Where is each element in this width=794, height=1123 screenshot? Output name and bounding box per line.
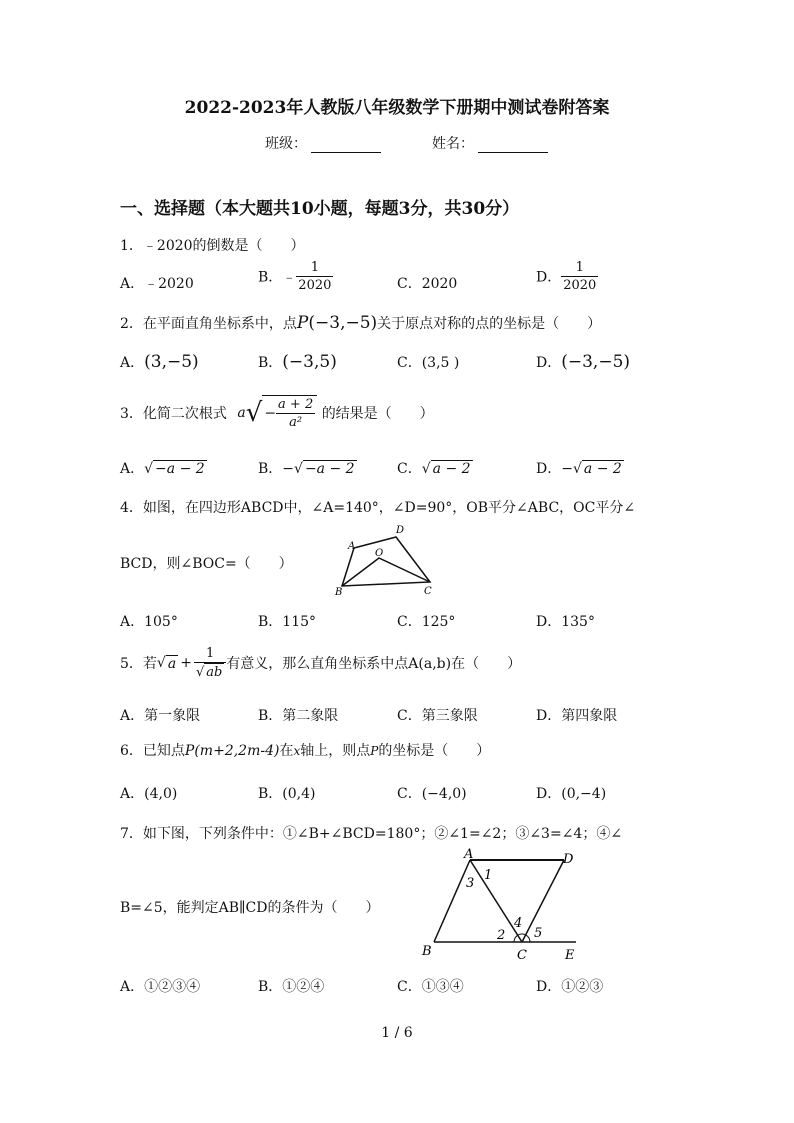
q2-option-b: B．(−3,5) [258,352,337,372]
question-7-line1: 7．如下图，下列条件中：①∠B+∠BCD=180°；②∠1=∠2；③∠3=∠4；④∠ [120,826,623,842]
q3-option-a: A．√ −a − 2 [120,461,205,477]
label-a: A [464,847,474,862]
label-angle-5: 5 [534,926,543,941]
class-field [265,133,381,153]
q7-option-a: A．①②③④ [120,979,201,995]
name-blank[interactable] [478,138,548,153]
section-heading: 一、选择题（本大题共10小题，每题3分，共30分） [120,199,520,219]
label-d: D [396,525,405,536]
label-e: E [565,948,575,963]
question-5-stem: 5．若√ a + $\frac{1}{√ ab}$ 有意义，那么直角坐标系中点A(a,b)在（ ） [120,646,522,680]
q3-option-d: D．−√ a − 2 [536,461,622,477]
q4-option-b: B．115° [258,614,317,630]
label-c: C [424,586,432,597]
q7-option-c: C．①③④ [397,979,464,995]
label-c: C [517,948,527,963]
question-6-stem: 6．已知点P(m+2,2m-4)在x轴上，则点P的坐标是（ ） [120,743,491,759]
page-title: 2022-2023年人教版八年级数学下册期中测试卷附答案 [184,98,610,118]
q7-parallel-lines-figure [418,845,588,965]
label-a: A [348,541,356,552]
line-cd [522,860,564,942]
q6-option-c: C．(−4,0) [397,786,467,802]
q1-option-c: C．2020 [397,276,458,292]
angle-boc [342,558,430,586]
label-o: O [375,548,384,559]
question-4-line1: 4．如图，在四边形ABCD中，∠A=140°，∠D=90°，OB平分∠ABC，OC平分∠ [120,500,636,516]
q7-option-b: B．①②④ [258,979,325,995]
label-angle-2: 2 [497,928,506,943]
q2-option-d: D．(−3,−5) [536,352,631,372]
q4-option-a: A．105° [120,614,178,630]
label-angle-4: 4 [514,916,523,931]
label-angle-1: 1 [484,868,493,883]
question-7-line2: B=∠5，能判定AB∥CD的条件为（ ） [120,900,380,916]
q5-option-b: B．第二象限 [258,708,339,724]
q2-option-c: C．(3,5 ) [397,355,460,371]
name-label: 姓名： [432,136,474,152]
question-2-stem: 2．在平面直角坐标系中，点P(−3,−5)关于原点对称的点的坐标是（ ） [120,313,602,333]
label-angle-3: 3 [466,876,475,891]
q2-option-a: A．(3,−5) [120,352,199,372]
label-b: B [422,944,432,959]
line-ab [434,860,470,942]
question-4-line2: BCD，则∠BOC=（ ） [120,556,293,572]
q7-option-d: D．①②③ [536,979,604,995]
q4-option-d: D．135° [536,614,595,630]
q6-option-d: D．(0,−4) [536,786,607,802]
q6-option-a: A．(4,0) [120,786,178,802]
q4-quadrilateral-figure [334,520,444,600]
class-label: 班级： [265,136,307,152]
class-blank[interactable] [311,138,381,153]
q3-option-b: B．−√ −a − 2 [258,461,355,477]
name-field [432,133,548,153]
q6-option-b: B．(0,4) [258,786,316,802]
q1-option-a: A．﹣2020 [120,276,194,292]
question-3-stem: 3．化简二次根式 a√ − $\frac{a + 2}{\text{a²}}$ 的结果是（ ） [120,397,434,430]
label-d: D [563,852,574,867]
q5-option-d: D．第四象限 [536,708,618,724]
q5-option-c: C．第三象限 [397,708,478,724]
label-b: B [335,587,343,598]
q1-option-b: B．﹣ $\frac{1}{2020}$ [258,260,332,293]
q4-option-c: C．125° [397,614,456,630]
q1-option-d: D． $\frac{1}{2020}$ [536,260,597,293]
page-number: 1 / 6 [381,1025,413,1041]
q5-option-a: A．第一象限 [120,708,201,724]
question-1-stem: 1．﹣2020的倒数是（ ） [120,238,305,254]
q3-option-c: C．√ a − 2 [397,461,471,477]
